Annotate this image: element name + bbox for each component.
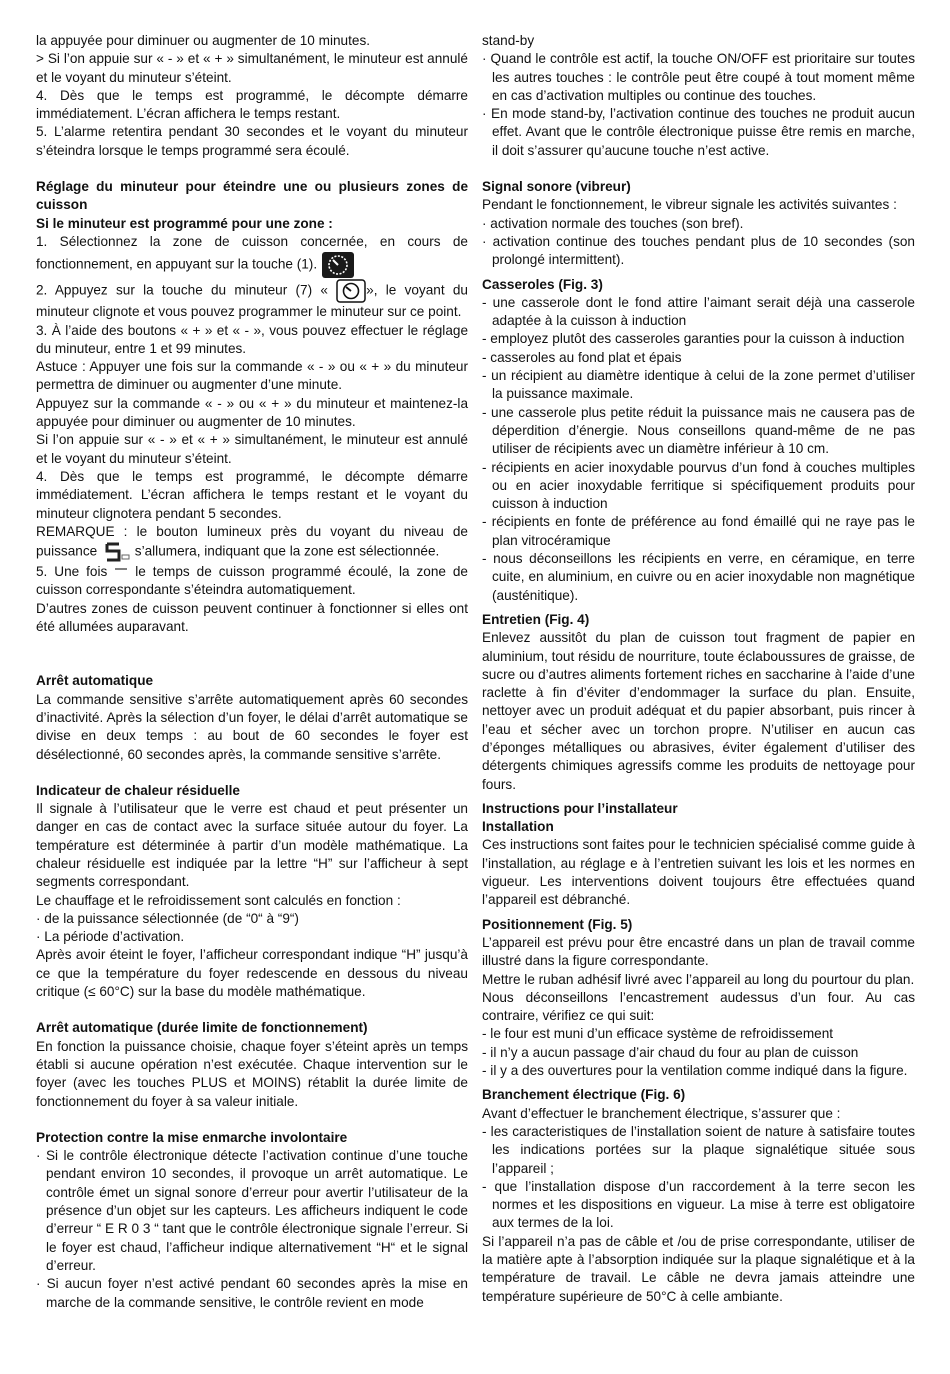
section-heading: Réglage du minuteur pour éteindre une ou plusieurs zones de cuisson [36, 179, 468, 213]
list-item: - nous déconseillons les récipients en verre, en céramique, en terre cuite, en aluminium, en cuivre ou en acier inoxydable non magnétique (austénitique). [482, 551, 915, 603]
list-item: - il y a des ouvertures pour la ventilation comme indiqué dans la figure. [482, 1063, 908, 1079]
paragraph: Après avoir éteint le foyer, l’afficheur correspondant indique “H” jusqu’à ce que la température du foyer redescende en dessous du niveau critique (≤ 60°C) sur la base du modèle mathématique. [36, 947, 468, 1000]
section-heading: Arrêt automatique (durée limite de fonctionnement) [36, 1020, 368, 1036]
list-item: - les caracteristiques de l’installation soient de nature à satisfaire toutes les indications portées sur la plaque signalétique située sous l’appareil ; [482, 1123, 915, 1176]
list-item: · Si le contrôle électronique détecte l’activation continue d’une touche pendant environ 10 secondes, il provoque un arrêt automatique. Le contrôle émet un signal sonore d’erreur pour avertir l’utilisateur de la présence d’un objet sur les capteurs. Les afficheurs indiquent le code d’erreur “ E R 0 3 “ tant que le contrôle électronique signale l’erreur. Si le foyer est chaud, l’afficheur indique alternativement “H“ et le signal d’erreur. [36, 1148, 468, 1273]
power-level-display-icon [101, 541, 131, 563]
section-heading: Entretien (Fig. 4) [482, 611, 590, 627]
list-item: - récipients en fonte de préférence au fond émaillé qui ne raye pas le plan vitrocéramique [482, 514, 915, 548]
timer-key-icon [336, 279, 366, 303]
section-heading: Indicateur de chaleur résiduelle [36, 782, 240, 798]
paragraph: 2. Appuyez sur la touche du minuteur (7) « », le voyant du minuteur clignote et vous pouvez programmer le minuteur sur ce point. [36, 279, 468, 321]
list-item: · activation normale des touches (son bref). [482, 215, 744, 231]
timer-symbol-icon [321, 251, 355, 279]
list-item: · activation continue des touches pendant plus de 10 secondes (son prolongé intermittent). [482, 233, 915, 268]
paragraph: 3. À l’aide des boutons « + » et « - », vous pouvez effectuer le réglage du minuteur, entre 1 et 99 minutes. [36, 322, 468, 356]
paragraph: 4. Dès que le temps est programmé, le décompte démarre immédiatement. L’écran affichera le temps restant et le voyant du minuteur clignotera pendant 5 secondes. [36, 468, 468, 521]
paragraph: REMARQUE : le bouton lumineux près du voyant du niveau de puissance s’allumera, indiquant que la zone est sélectionnée. [36, 523, 468, 563]
paragraph: D’autres zones de cuisson peuvent continuer à fonctionner si elles ont été allumées auparavant. [36, 600, 468, 635]
timer-display-icon [114, 567, 128, 579]
paragraph: stand-by [482, 33, 535, 48]
list-item: - casseroles au fond plat et épais [482, 349, 682, 365]
paragraph: Si l’on appuie sur « - » et « + » simultanément, le minuteur est annulé et le voyant du minuteur s’éteint. [36, 432, 468, 466]
paragraph: Enlevez aussitôt du plan de cuisson tout fragment de papier en aluminium, tout résidu de nourriture, toute éclaboussures de graisse, de sucre ou d’autres aliments fortement riches en saccharine à l’aide d’une raclette à fin d’éviter d’endommager la surface du plan. Ensuite, nettoyer avec un produit adéquat et du papier absorbant, puis rincer à l’eau et sécher avec un torchon propre. N’utiliser en aucun cas d’éponges métalliques ou abrasives, éviter également d’utiliser des détergents chimiques agressifs comme les produits de nettoyage pour fours. [482, 630, 915, 792]
list-item: - le four est muni d’un efficace système de refroidissement [482, 1026, 834, 1042]
list-item: - une casserole dont le fond attire l’aimant serait déjà una casserole adaptée à la cuisson à induction [482, 294, 915, 329]
list-item: · La période d’activation. [36, 929, 185, 945]
paragraph: L’appareil est prévu pour être encastré dans un plan de travail comme illustré dans la figure correspondante. [482, 934, 915, 969]
paragraph: 1. Sélectionnez la zone de cuisson concernée, en cours de fonctionnement, en appuyant sur la touche (1). [36, 233, 468, 279]
paragraph: Il signale à l’utilisateur que le verre est chaud et peut présenter un danger en cas de contact avec la surface située autour du foyer. La température est déterminée à partir d’un modèle mathématique. La chaleur résiduelle est indiquée par la lettre “H” sur l’afficheur à sept segments correspondant. [36, 801, 468, 890]
right-column [482, 32, 915, 1306]
section-heading: Arrêt automatique [36, 673, 154, 689]
paragraph: la appuyée pour diminuer ou augmenter de 10 minutes. [36, 33, 371, 48]
paragraph: Si l’appareil n’a pas de câble et /ou de prise correspondante, utiliser de la matière apte à l’absorption indiquée sur la plaque signalétique et à la température de travail. Le câble ne devra jamais atteindre une température supérieure de 50°C à celle ambiante. [482, 1233, 915, 1304]
list-item: - employez plutôt des casseroles garanties pour la cuisson à induction [482, 331, 905, 347]
section-heading: Casseroles (Fig. 3) [482, 276, 603, 292]
left-column [36, 32, 468, 1312]
sub-heading: Installation [482, 819, 554, 835]
list-item: · de la puissance sélectionnée (de “0“ à “9“) [36, 910, 299, 926]
paragraph: Nous déconseillons l’encastrement audessus d’un four. Au cas contraire, vérifiez ce qui suit: [482, 989, 915, 1024]
sub-heading: Si le minuteur est programmé pour une zone : [36, 215, 333, 231]
list-item: - que l’installation dispose d’un raccordement à la terre secon les normes et les dispositions en vigueur. La mise à terre est obligatoire aux termes de la loi. [482, 1178, 915, 1231]
paragraph: 5. Une fois le temps de cuisson programmé écoulé, la zone de cuisson correspondante s’éteindra automatiquement. [36, 564, 468, 598]
list-item: - il n’y a aucun passage d’air chaud du four au plan de cuisson [482, 1044, 859, 1060]
list-item: · Si aucun foyer n’est activé pendant 60 secondes après la mise en marche de la commande sensitive, le contrôle revient en mode [36, 1276, 468, 1310]
section-heading: Branchement électrique (Fig. 6) [482, 1087, 686, 1103]
list-item: - récipients en acier inoxydable pourvus d’un fond à couches multiples ou en acier inoxydable ferritique si spécifiquement produits pour cuisson à induction [482, 459, 915, 512]
section-heading: Signal sonore (vibreur) [482, 179, 631, 195]
paragraph: Appuyez sur la commande « - » ou « + » du minuteur et maintenez-la appuyée pour diminuer ou augmenter de 10 minutes. [36, 395, 468, 430]
paragraph: Mettre le ruban adhésif livré avec l’appareil au long du pourtour du plan. [482, 971, 915, 987]
paragraph: 4. Dès que le temps est programmé, le décompte démarre immédiatement. L’écran affichera le temps restant. [36, 87, 468, 122]
paragraph: Ces instructions sont faites pour le technicien spécialisé comme guide à l’installation, au réglage e à l’entretien suivant les lois et les normes en vigueur. Les interventions doivent toujours être effectuées quand l’appareil est débranché. [482, 837, 915, 908]
list-item: - une casserole plus petite réduit la puissance mais ne causera pas de déperdition d’énergie. Nous conseillons quand-même de ne pas utiliser de récipients avec un diamètre inférieur à 10 cm. [482, 404, 915, 457]
section-heading: Positionnement (Fig. 5) [482, 916, 633, 932]
paragraph: Astuce : Appuyer une fois sur la commande « - » ou « + » du minuteur permettra de diminuer ou augmenter d’une minute. [36, 359, 468, 393]
paragraph: > Si l’on appuie sur « - » et « + » simultanément, le minuteur est annulé et le voyant du minuteur s’éteint. [36, 51, 468, 85]
paragraph: Pendant le fonctionnement, le vibreur signale les activités suivantes : [482, 197, 897, 213]
list-item: - un récipient au diamètre identique à celui de la zone permet d’utiliser la puissance maximale. [482, 368, 915, 402]
list-item: · Quand le contrôle est actif, la touche ON/OFF est prioritaire sur toutes les autres touches : le contrôle peut être coupé à tout moment même en cas d’activation multiples ou continue des touches. [482, 51, 915, 103]
paragraph: Le chauffage et le refroidissement sont calculés en fonction : [36, 892, 401, 908]
paragraph: Avant d’effectuer le branchement électrique, s’assurer que : [482, 1105, 841, 1121]
section-heading: Protection contre la mise enmarche involontaire [36, 1129, 348, 1145]
paragraph: 5. L’alarme retentira pendant 30 secondes et le voyant du minuteur s’éteindra lorsque le temps programmé sera écoulé. [36, 124, 468, 158]
section-heading: Instructions pour l’installateur [482, 800, 678, 816]
paragraph: En fonction la puissance choisie, chaque foyer s’éteint après un temps établi si aucune opération n’est exécutée. Chaque intervention sur le foyer (avec les touches PLUS et MOINS) rétablit la durée limite de fonctionnement du foyer à sa valeur initiale. [36, 1038, 468, 1109]
paragraph: La commande sensitive s’arrête automatiquement après 60 secondes d’inactivité. Après la sélection d’un foyer, le délai d’arrêt automatique se divise en deux temps : au bout de 60 secondes le foyer est désélectionné, 60 secondes après, la commande sensitive s’arrête. [36, 691, 468, 762]
list-item: · En mode stand-by, l’activation continue des touches ne produit aucun effet. Avant que le contrôle électronique puisse être remis en marche, il doit s’assurer qu’aucune touche n’est active. [482, 106, 915, 158]
